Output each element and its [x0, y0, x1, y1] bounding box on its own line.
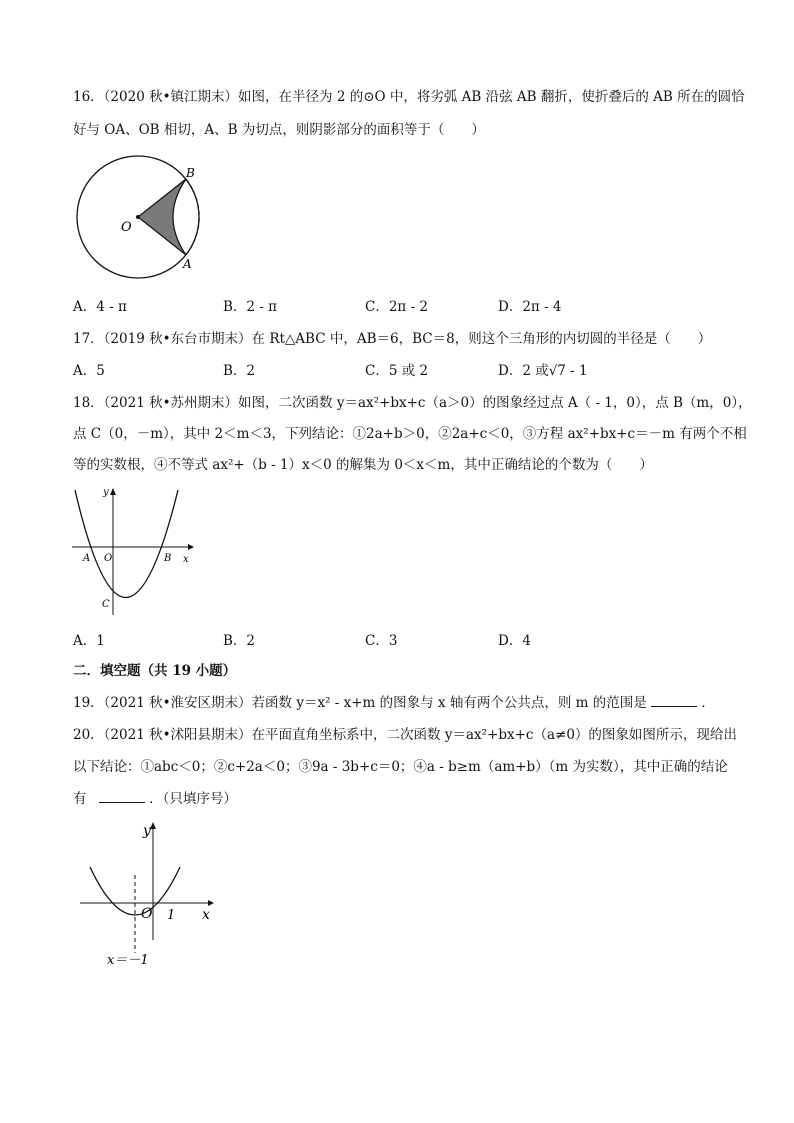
q20-label-symmetry: x＝－1	[107, 953, 149, 968]
q18-label-c: C	[102, 599, 110, 610]
q18-option-b[interactable]: B．2	[223, 633, 256, 649]
q18-option-d[interactable]: D．4	[498, 633, 531, 649]
q18-y-arrow	[110, 488, 116, 495]
q19-line	[73, 694, 715, 712]
q18-line-1: 18．（2021 秋•苏州期末）如图，二次函数 y＝ax²+bx+c（a＞0）的图象经过点 A（ - 1，0），点 B（m，0），	[73, 395, 752, 411]
q18-label-x: x	[183, 554, 189, 565]
q20-label-x: x	[202, 907, 210, 923]
q19-text: 19．（2021 秋•淮安区期末）若函数 y＝x² - x+m 的图象与 x 轴有两个公共点，则 m 的范围是	[73, 695, 647, 711]
q16-line-2: 好与 OA、OB 相切，A、B 为切点，则阴影部分的面积等于（ ）	[73, 122, 485, 138]
q17-options	[73, 362, 713, 380]
q18-options	[73, 632, 713, 650]
q16-label-o: O	[121, 220, 132, 235]
q16-option-d[interactable]: D．2π - 4	[498, 299, 562, 315]
q18-line-2: 点 C（0，－m），其中 2＜m＜3，下列结论：①2a+b＞0，②2a+c＜0，③方程 ax²+bx+c＝－m 有两个不相	[73, 426, 747, 442]
q20-x-arrow	[208, 900, 214, 906]
q20-label-1: 1	[167, 908, 176, 923]
q20-text-end: ．（只填序号）	[149, 791, 237, 807]
q19-text-end: ．	[701, 695, 715, 711]
q20-text: 有	[73, 791, 87, 807]
q17-option-c[interactable]: C．5 或 2	[365, 363, 429, 379]
q19-answer-blank[interactable]	[651, 694, 697, 707]
q17-option-b[interactable]: B．2	[223, 363, 256, 379]
q18-x-arrow	[188, 544, 194, 550]
q17-line-1: 17．（2019 秋•东台市期末）在 Rt△ABC 中，AB＝6，BC＝8，则这个三角形的内切圆的半径是（ ）	[73, 331, 712, 347]
q18-option-a[interactable]: A．1	[73, 633, 105, 649]
q20-label-o: O	[141, 906, 153, 922]
q20-answer-blank[interactable]	[99, 790, 145, 803]
q16-option-a[interactable]: A．4 - π	[73, 299, 127, 315]
q20-line-3	[73, 790, 237, 808]
q16-option-b[interactable]: B．2 - π	[223, 299, 278, 315]
q18-label-y: y	[103, 487, 109, 498]
q18-line-3: 等的实数根，④不等式 ax²+（b - 1）x＜0 的解集为 0＜x＜m，其中正确结论的个数为（ ）	[73, 457, 653, 473]
q20-figure-parabola-graph	[75, 815, 235, 970]
q17-option-a[interactable]: A．5	[73, 363, 105, 379]
q17-option-d[interactable]: D．2 或√7 - 1	[498, 363, 588, 379]
q16-option-c[interactable]: C．2π - 2	[365, 299, 429, 315]
q16-figure-circle-diagram	[70, 155, 230, 295]
q16-line-1: 16．（2020 秋•镇江期末）如图，在半径为 2 的⊙O 中，将劣弧 AB 沿弦 AB 翻折，使折叠后的 AB 所在的圆恰	[73, 89, 745, 105]
q18-label-b: B	[164, 553, 172, 564]
q20-label-y: y	[143, 823, 151, 839]
q16-shaded-region	[138, 179, 186, 255]
q18-option-c[interactable]: C．3	[365, 633, 398, 649]
section-title-fill-in: 二．填空题（共 19 小题）	[73, 663, 237, 679]
q20-line-2: 以下结论：①abc＜0；②c+2a＜0；③9a - 3b+c＝0；④a - b≥m（am+b）（m 为实数），其中正确的结论	[73, 759, 728, 775]
q16-label-b: B	[186, 166, 195, 180]
q16-options	[73, 298, 713, 316]
q18-label-o: O	[104, 553, 113, 564]
q16-label-a: A	[183, 257, 192, 271]
q18-label-a: A	[83, 553, 91, 564]
q18-figure-parabola-graph	[70, 485, 200, 620]
q20-line-1: 20．（2021 秋•沭阳县期末）在平面直角坐标系中，二次函数 y＝ax²+bx+c（a≠0）的图象如图所示，现给出	[73, 727, 737, 743]
q16-center-dot	[136, 215, 140, 219]
q18-parabola-curve	[75, 490, 178, 598]
